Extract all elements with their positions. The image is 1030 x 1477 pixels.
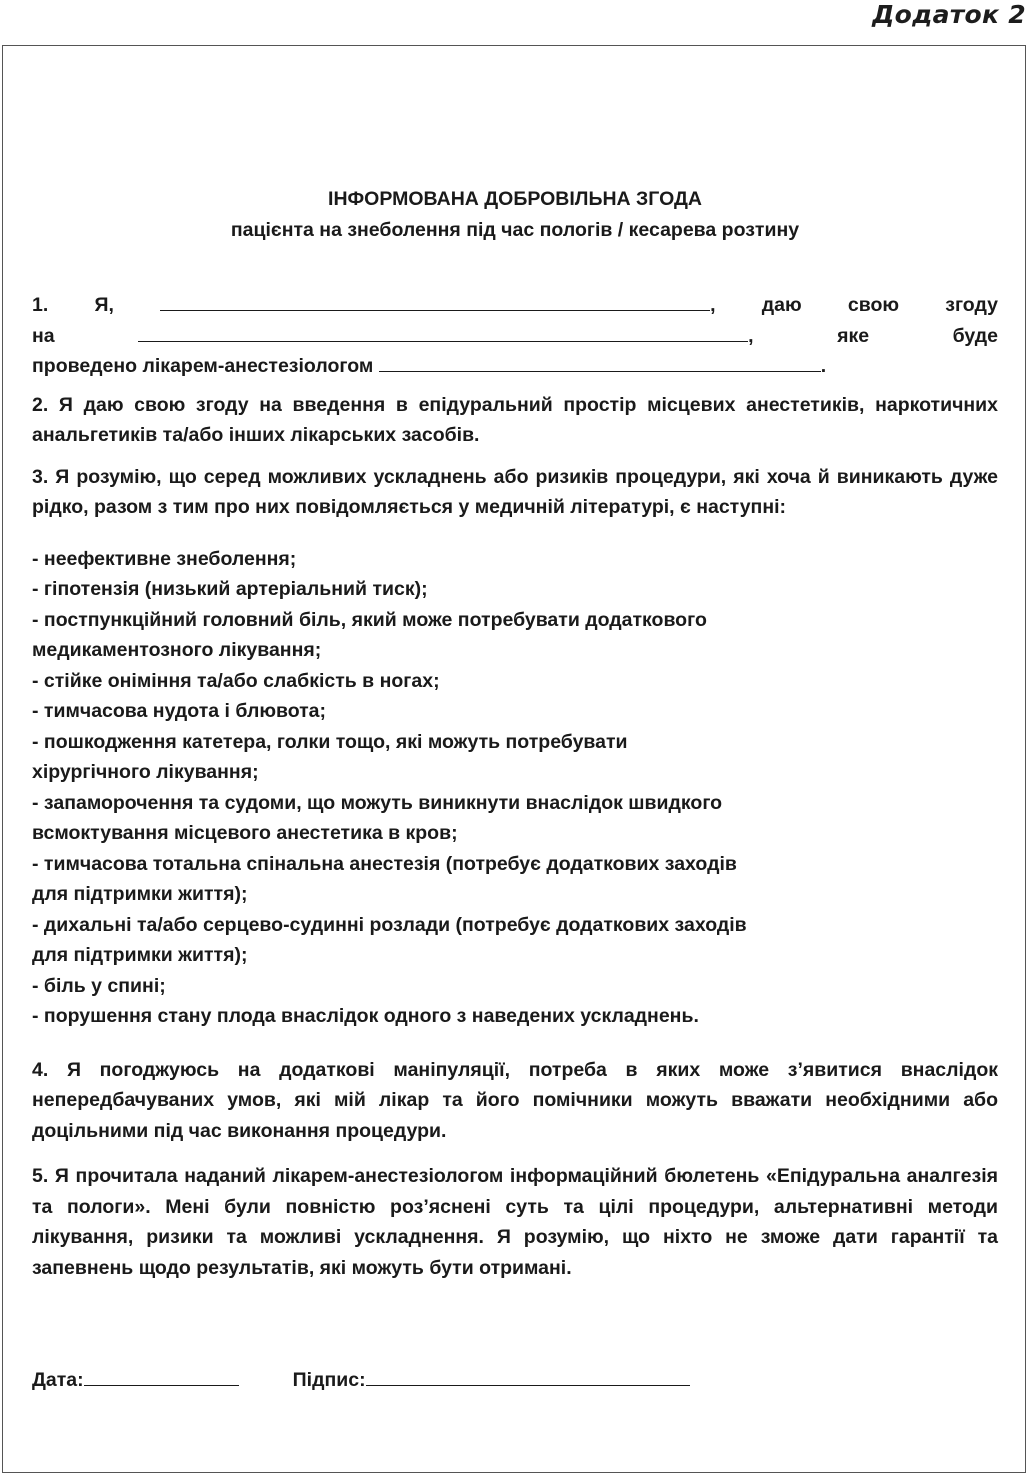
date-field[interactable] [84, 1365, 239, 1386]
item1-word-consent: згоду [945, 294, 998, 316]
list-item: - запаморочення та судоми, що можуть виникнути внаслідок швидкого [32, 791, 723, 814]
item1-word-on: на [32, 324, 55, 347]
complications-list [32, 544, 998, 1032]
list-item: - біль у спині; [32, 974, 166, 997]
item1-word-which: яке [837, 324, 870, 347]
list-item: хірургічного лікування; [32, 761, 259, 783]
list-item: - постпункційний головний біль, який може потребувати додаткового [32, 608, 707, 631]
list-item: всмоктування місцевого анестетика в кров; [32, 822, 458, 844]
patient-name-field[interactable]: , [160, 290, 715, 321]
consent-form-body [32, 184, 998, 1294]
consent-item-5: 5. Я прочитала наданий лікарем-анестезіологом інформаційний бюлетень «Епідуральна аналгезія та пологи». Мені були повністю роз’яснені суть та цілі процедури, альтернативні методи лікування, ризики та можливі ускладнення. Я розумію, що ніхто не зможе дати гарантії та запевнень щодо результатів, які можуть бути отримані. [32, 1165, 998, 1279]
list-item: - тимчасова тотальна спінальна анестезія (потребує додаткових заходів [32, 852, 737, 875]
form-title [32, 184, 998, 246]
list-item: - неефективне знеболення; [32, 547, 297, 570]
form-title-line1: ІНФОРМОВАНА ДОБРОВІЛЬНА ЗГОДА [328, 188, 702, 210]
list-item: - гіпотензія (низький артеріальний тиск); [32, 578, 428, 600]
signature-row [32, 1365, 690, 1395]
list-item: медикаментозного лікування; [32, 639, 322, 661]
item1-word-own: свою [847, 294, 900, 316]
list-item: для підтримки життя); [32, 944, 248, 966]
item1-word-will-be: буде [952, 324, 998, 347]
item1-line2 [32, 321, 998, 352]
consent-item-3: 3. Я розумію, що серед можливих ускладнень або ризиків процедури, які хоча й виникають дуже рідко, разом з тим про них повідомляється у медичній літературі, є наступні: [32, 465, 998, 518]
date-label: Дата: [32, 1369, 84, 1391]
item1-anesthesiologist-label: проведено лікарем-анестезіологом [32, 355, 374, 377]
appendix-label: Додаток 2 [872, 0, 1026, 29]
list-item: - порушення стану плода внаслідок одного з наведених ускладнень. [32, 1005, 699, 1027]
list-item: - дихальні та/або серцево-судинні розлади (потребує додаткових заходів [32, 913, 747, 936]
signature-field[interactable] [366, 1365, 690, 1386]
item1-line1 [32, 290, 998, 321]
anesthesiologist-name-field[interactable]: . [379, 355, 826, 377]
procedure-field[interactable]: , [138, 321, 753, 352]
consent-item-2: 2. Я даю свою згоду на введення в епідуральний простір місцевих анестетиків, наркотичних анальгетиків та/або інших лікарських засобів. [32, 393, 998, 446]
item1-word-give: даю [761, 294, 802, 316]
list-item: - стійке оніміння та/або слабкість в ногах; [32, 669, 440, 692]
form-title-line2: пацієнта на знеболення під час пологів / кесарева розтину [230, 219, 800, 241]
list-item: - тимчасова нудота і блювота; [32, 700, 327, 722]
item1-pronoun: Я, [94, 294, 114, 316]
item1-line3 [32, 351, 998, 382]
signature-label: Підпис: [292, 1369, 366, 1391]
list-item: для підтримки життя); [32, 883, 248, 905]
list-item: - пошкодження катетера, голки тощо, які можуть потребувати [32, 730, 628, 753]
item1-number: 1. [32, 294, 49, 316]
consent-item-4: 4. Я погоджуюсь на додаткові маніпуляції, потреба в яких може з’явитися внаслідок непередбачуваних умов, які мій лікар та його помічники можуть вважати необхідними або доцільними під час виконання процедури. [32, 1058, 998, 1142]
consent-item-1 [32, 290, 998, 382]
